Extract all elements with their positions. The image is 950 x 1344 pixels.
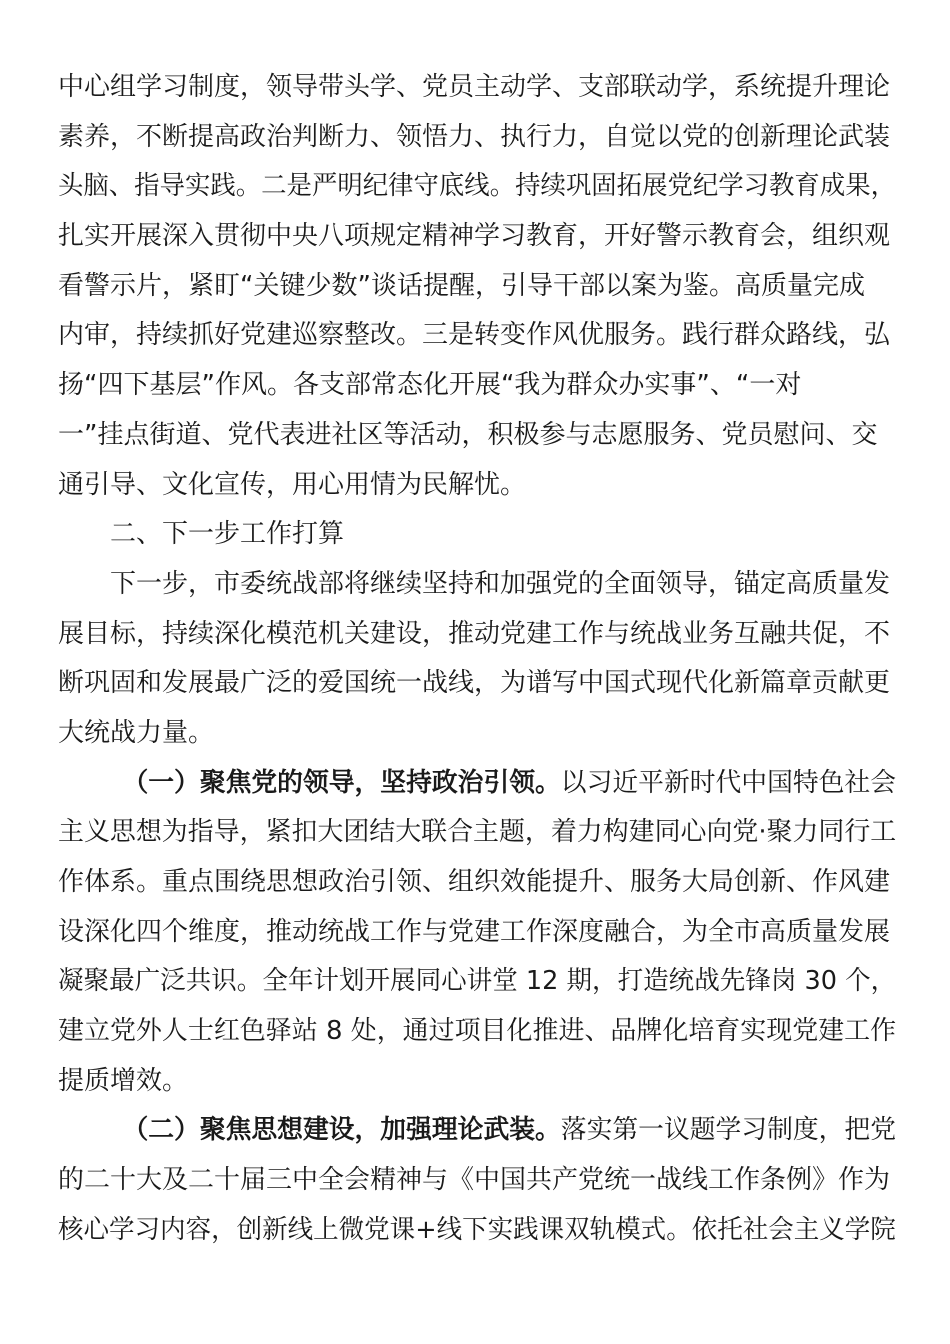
text-line: 设深化四个维度，推动统战工作与党建工作深度融合，为全市高质量发展	[58, 916, 891, 947]
item-title: （一）聚焦党的领导，坚持政治引领。	[122, 767, 561, 798]
text-line: 扎实开展深入贯彻中央八项规定精神学习教育，开好警示教育会，组织观	[58, 221, 891, 252]
section-heading: 二、下一步工作打算	[110, 519, 345, 550]
item-text: 以习近平新时代中国特色社会	[560, 767, 897, 798]
text-line: 扬“四下基层”作风。各支部常态化开展“我为群众办实事”、“一对	[58, 370, 802, 401]
item-first-line	[58, 759, 897, 809]
item-one-paragraph	[58, 759, 896, 1107]
text-line: 中心组学习制度，领导带头学、党员主动学、支部联动学，系统提升理论	[58, 72, 891, 102]
text-line: 看警示片，紧盯“关键少数”谈话提醒，引导干部以案为鉴。高质量完成	[58, 270, 865, 301]
document-page	[58, 63, 896, 1256]
text-line: 素养，不断提高政治判断力、领悟力、执行力，自觉以党的创新理论武装	[58, 121, 891, 152]
item-first-line	[58, 1106, 897, 1156]
text-line: 大统战力量。	[58, 717, 215, 748]
section-intro-paragraph	[58, 560, 896, 759]
text-line: 一”挂点街道、党代表进社区等活动，积极参与志愿服务、党员慰问、交	[58, 419, 878, 450]
text-line: 头脑、指导实践。二是严明纪律守底线。持续巩固拓展党纪学习教育成果，	[58, 171, 897, 202]
text-line: 提质增效。	[58, 1065, 189, 1096]
paragraph-continuation	[58, 63, 896, 510]
text-line: 建立党外人士红色驿站 8 处，通过项目化推进、品牌化培育实现党建工作	[58, 1016, 897, 1047]
text-line: 的二十大及二十届三中全会精神与《中国共产党统一战线工作条例》作为	[58, 1165, 891, 1196]
text-line: 下一步，市委统战部将继续坚持和加强党的全面领导，锚定高质量发	[110, 568, 891, 599]
text-line: 展目标，持续深化模范机关建设，推动党建工作与统战业务互融共促，不	[58, 618, 891, 649]
item-two-paragraph	[58, 1106, 896, 1255]
text-line: 主义思想为指导，紧扣大团结大联合主题，着力构建同心向党·聚力同行工	[58, 817, 897, 848]
text-line: 作体系。重点围绕思想政治引领、组织效能提升、服务大局创新、作风建	[58, 867, 891, 897]
text-line: 内审，持续抓好党建巡察整改。三是转变作风优服务。践行群众路线，弘	[58, 320, 891, 351]
text-line: 断巩固和发展最广泛的爱国统一战线，为谱写中国式现代化新篇章贡献更	[58, 668, 891, 699]
item-text: 落实第一议题学习制度，把党	[560, 1115, 897, 1146]
text-line: 通引导、文化宣传，用心用情为民解忧。	[58, 469, 527, 500]
text-line: 核心学习内容，创新线上微党课+线下实践课双轨模式。依托社会主义学院	[58, 1214, 896, 1245]
item-title: （二）聚焦思想建设，加强理论武装。	[122, 1115, 561, 1146]
text-line: 凝聚最广泛共识。全年计划开展同心讲堂 12 期，打造统战先锋岗 30 个，	[58, 966, 897, 997]
